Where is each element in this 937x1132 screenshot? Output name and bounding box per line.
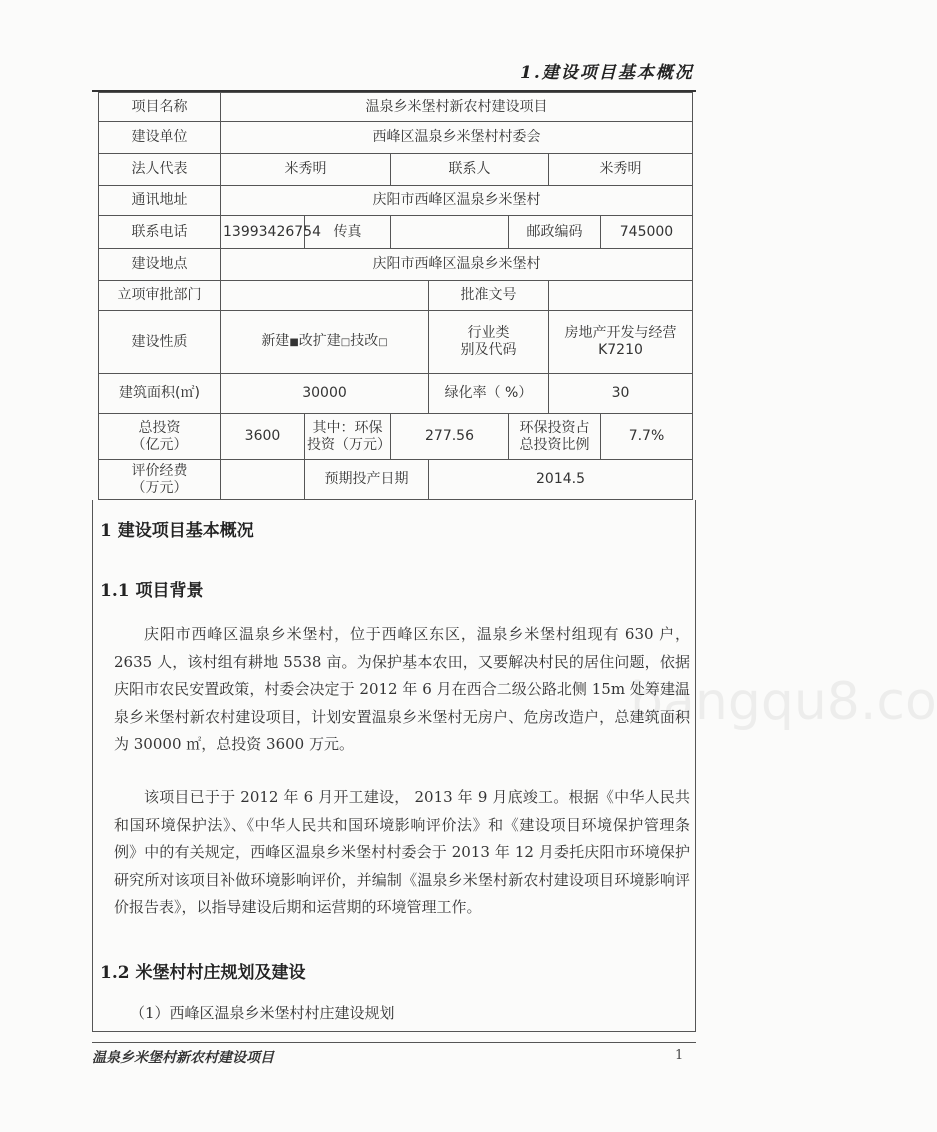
plan-item-1: （1）西峰区温泉乡米堡村村庄建设规划 [130, 1004, 395, 1022]
env-invest-label [305, 414, 391, 460]
industry-value-line2: K7210 [598, 342, 643, 358]
green-value: 30 [549, 374, 693, 414]
fee-label [99, 460, 221, 500]
nature-tech: 技改 [350, 333, 379, 349]
site-value: 庆阳市西峰区温泉乡米堡村 [221, 249, 693, 281]
phone-value: 13993426754 [221, 216, 305, 249]
env-ratio-label-line1: 环保投资占 [519, 419, 590, 436]
approval-no-value [549, 281, 693, 311]
table-row [99, 154, 693, 186]
contact-label: 联系人 [391, 154, 549, 186]
unit-value: 西峰区温泉乡米堡村村委会 [221, 122, 693, 154]
nature-new: 新建 [261, 333, 290, 349]
section-1-1-heading: 1.1 项目背景 [100, 581, 204, 601]
area-value: 30000 [221, 374, 429, 414]
industry-value [549, 311, 693, 374]
unchecked-box-icon: □ [378, 337, 388, 348]
table-row [99, 374, 693, 414]
background-paragraph-2: 该项目已于于 2012 年 6 月开工建设， 2013 年 9 月底竣工。根据《中华人民共和国环境保护法》、《中华人民共和国环境影响评价法》和《建设项目环境保护管理条例》中的有关规定，西峰区温泉乡米堡村村委会于 2013 年 12 月委托庆阳市环境保护研究所对该项目补做环境影响评价，并编制《温泉乡米堡村新农村建设项目环境影响评价报告表》，以指导建设后期和运营期的环境管理工作。 [114, 788, 690, 916]
nature-expand: 改扩建 [298, 333, 341, 349]
table-row [99, 216, 693, 249]
table-row [99, 311, 693, 374]
section-1-heading: 1 建设项目基本概况 [100, 521, 254, 541]
invest-value: 3600 [221, 414, 305, 460]
site-label: 建设地点 [99, 249, 221, 281]
contact-value: 米秀明 [549, 154, 693, 186]
unchecked-box-icon: □ [340, 337, 351, 348]
approval-dept-value [221, 281, 429, 311]
unit-label: 建设单位 [99, 122, 221, 154]
fee-value [221, 460, 305, 500]
env-ratio-label-line2: 总投资比例 [519, 436, 590, 453]
postcode-value: 745000 [601, 216, 693, 249]
watermark: bangqu8.co [630, 672, 937, 732]
table-row [99, 414, 693, 460]
table-row [99, 460, 693, 500]
area-label: 建筑面积(㎡) [99, 374, 221, 414]
industry-label-line1: 行业类 [467, 325, 510, 341]
address-label: 通讯地址 [99, 186, 221, 216]
approval-dept-label: 立项审批部门 [99, 281, 221, 311]
approval-no-label: 批准文号 [429, 281, 549, 311]
legal-rep-value: 米秀明 [221, 154, 391, 186]
project-info-table [98, 92, 693, 500]
env-invest-value: 277.56 [391, 414, 509, 460]
footer-rule [92, 1042, 696, 1043]
env-ratio-value: 7.7% [601, 414, 693, 460]
legal-rep-label: 法人代表 [99, 154, 221, 186]
page-number: 1 [675, 1048, 684, 1063]
table-row [99, 281, 693, 311]
fax-value [391, 216, 509, 249]
phone-label: 联系电话 [99, 216, 221, 249]
invest-label-line1: 总投资 [138, 419, 181, 436]
project-name-value: 温泉乡米堡村新农村建设项目 [221, 93, 693, 122]
footer-title: 温泉乡米堡村新农村建设项目 [92, 1050, 274, 1066]
env-invest-label-line1: 其中：环保 [312, 419, 383, 436]
nature-label: 建设性质 [99, 311, 221, 374]
background-paragraph-1: 庆阳市西峰区温泉乡米堡村，位于西峰区东区，温泉乡米堡村组现有 630 户，2635 人，该村组有耕地 5538 亩。为保护基本农田，又要解决村民的居住问题，依据庆阳市农民安置政策，村委会决定于 2012 年 6 月在西合二级公路北侧 15m 处筹建温泉乡米堡村新农村建设项目，计划安置温泉乡米堡村无房户、危房改造户，总建筑面积为 30000 ㎡，总投资 3600 万元。 [114, 625, 690, 753]
fee-label-line2: （万元） [131, 479, 188, 496]
prod-date-label: 预期投产日期 [305, 460, 429, 500]
invest-label [99, 414, 221, 460]
fee-label-line1: 评价经费 [131, 462, 188, 479]
project-name-label: 项目名称 [99, 93, 221, 122]
env-invest-label-line2: 投资（万元） [307, 436, 391, 453]
postcode-label: 邮政编码 [509, 216, 601, 249]
fax-label: 传真 [305, 216, 391, 249]
table-row [99, 122, 693, 154]
section-1-2-heading: 1.2 米堡村村庄规划及建设 [100, 963, 306, 983]
industry-label [429, 311, 549, 374]
industry-label-line2: 别及代码 [460, 342, 517, 358]
address-value: 庆阳市西峰区温泉乡米堡村 [221, 186, 693, 216]
green-label: 绿化率（ %） [429, 374, 549, 414]
invest-label-line2: （亿元） [131, 436, 188, 453]
nature-options [221, 311, 429, 374]
checked-box-icon: ■ [289, 337, 299, 348]
table-row [99, 186, 693, 216]
running-header: 1.建设项目基本概况 [520, 63, 694, 83]
prod-date-value: 2014.5 [429, 460, 693, 500]
env-ratio-label [509, 414, 601, 460]
table-row [99, 249, 693, 281]
industry-value-line1: 房地产开发与经营 [564, 325, 677, 341]
table-row [99, 93, 693, 122]
